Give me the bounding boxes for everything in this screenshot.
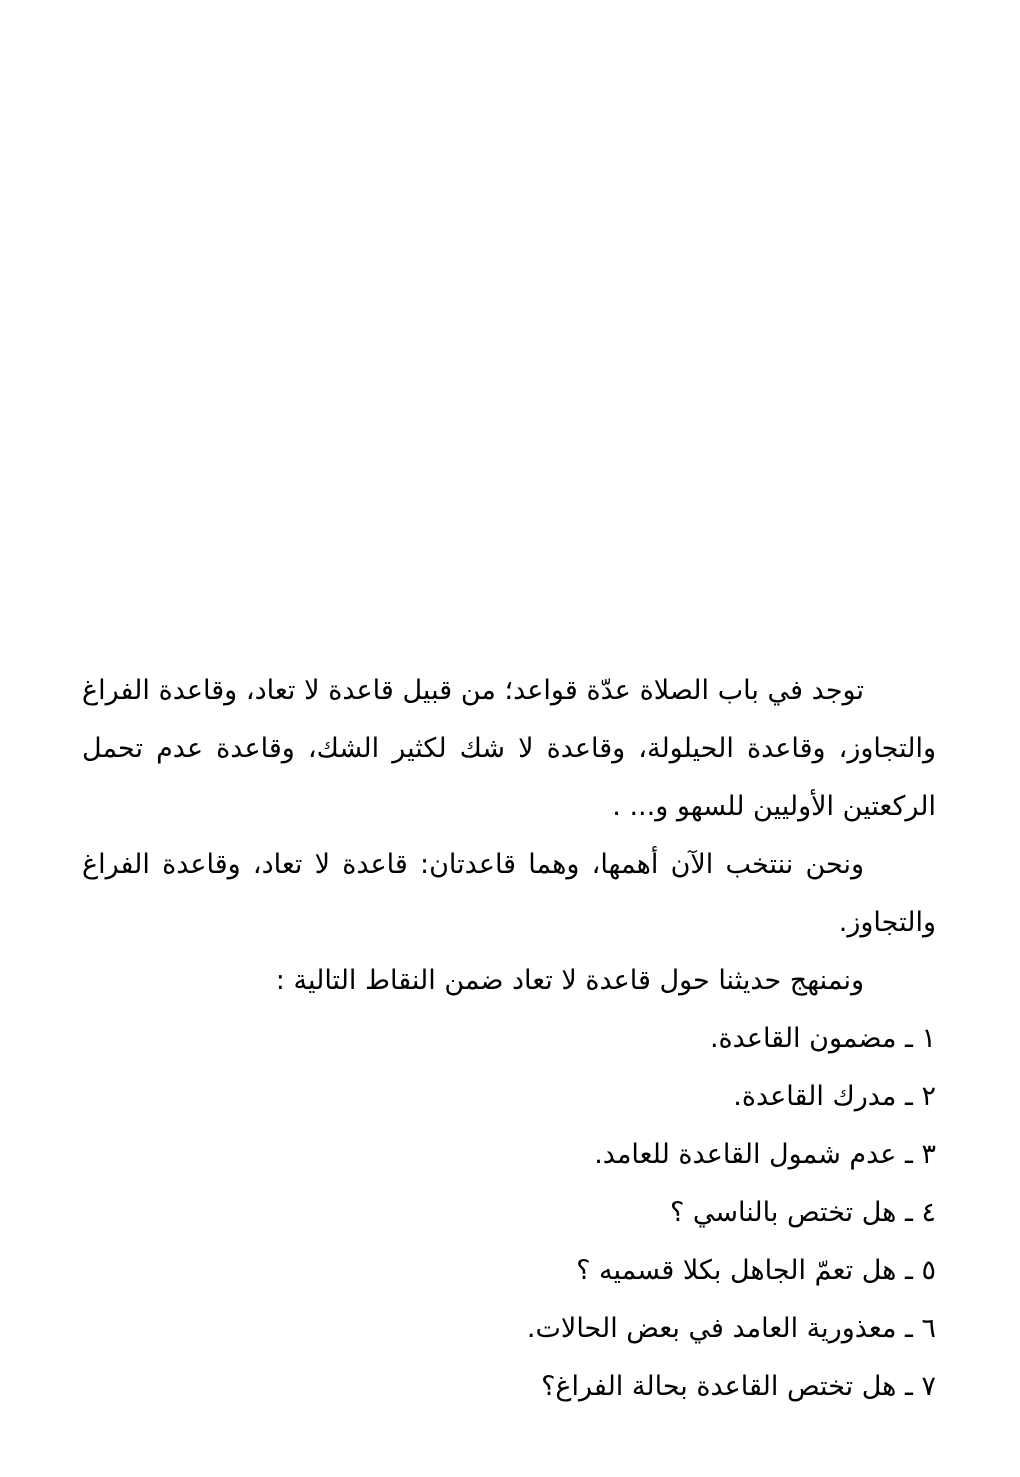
points-list: [82, 1010, 936, 1416]
intro-paragraph: توجد في باب الصلاة عدّة قواعد؛ من قبيل قاعدة لا تعاد، وقاعدة الفراغ والتجاوز، وقاعدة الحيلولة، وقاعدة لا شك لكثير الشك، وقاعدة عدم تحمل الركعتين الأوليين للسهو و... .: [82, 675, 936, 822]
list-item: ٥ ـ هل تعمّ الجاهل بكلا قسميه ؟: [576, 1255, 936, 1286]
outline-intro-paragraph: ونمنهج حديثنا حول قاعدة لا تعاد ضمن النقاط التالية :: [275, 965, 864, 996]
selection-paragraph: ونحن ننتخب الآن أهمها، وهما قاعدتان: قاعدة لا تعاد، وقاعدة الفراغ والتجاوز.: [82, 849, 936, 938]
list-item: ٣ ـ عدم شمول القاعدة للعامد.: [594, 1139, 936, 1170]
list-item: ١ ـ مضمون القاعدة.: [709, 1023, 936, 1054]
list-item: ٤ ـ هل تختص بالناسي ؟: [670, 1197, 936, 1228]
list-item: ٧ ـ هل تختص القاعدة بحالة الفراغ؟: [541, 1371, 936, 1402]
list-item: ٦ ـ معذورية العامد في بعض الحالات.: [526, 1313, 936, 1344]
list-item: ٢ ـ مدرك القاعدة.: [733, 1081, 936, 1112]
text-block: [82, 662, 936, 1416]
